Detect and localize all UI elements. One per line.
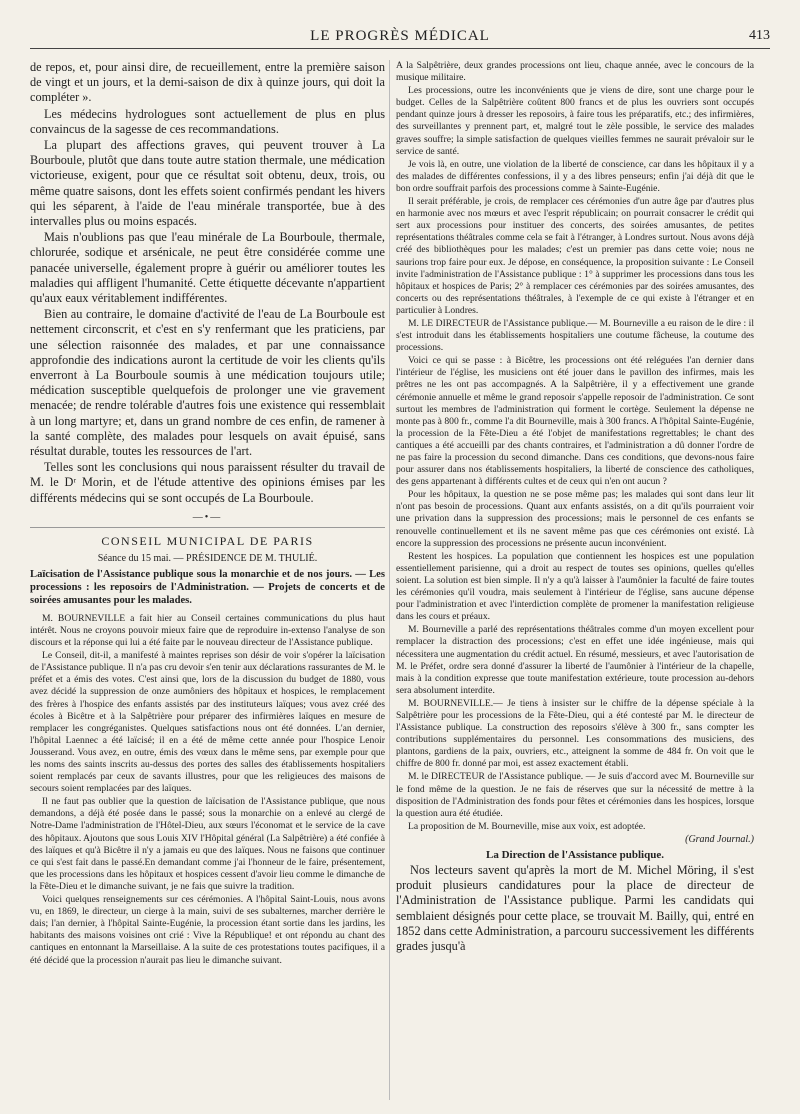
paragraph: M. BOURNEVILLE a fait hier au Conseil certaines communications du plus haut intérêt. Nous ne croyons pouvoir mieux faire que de reproduire in-extenso l'analyse de son discours et la réponse qui lui a été faite par le nouveau directeur de l'Assistance publique. xyxy=(30,612,385,649)
paragraph: M. LE DIRECTEUR de l'Assistance publique.— M. Bourneville a eu raison de le dire : il s'est introduit dans les établissements hospitaliers une coutume fâcheuse, la coutume des processions. xyxy=(396,317,754,354)
paragraph: A la Salpêtrière, deux grandes processions ont lieu, chaque année, avec le concours de la musique militaire. xyxy=(396,60,754,84)
journal-title: LE PROGRÈS MÉDICAL xyxy=(310,28,490,44)
paragraph: Il ne faut pas oublier que la question de laïcisation de l'Assistance publique, que nous demandons, a déjà été posée dans le passé; sous la monarchie on a enlevé au clergé de Notre-Dame l'administration de l'Hôtel-Dieu, aux sœurs l'économat et le service de la cave des hôpitaux. Ajoutons que sous Louis XIV l'Hôpital général (La Salpêtrière) a été confiée à des laïques et qu'à Bicêtre il n'y a jamais eu que des laïques. Nous ne faisons que continuer ce qui s'est fait dans le passé.En demandant comme j'ai l'honneur de le faire, présentement, que les processions dans les hôpitaux et hospices cessent d'avoir lieu comme le dimanche de la Fête-Dieu et le dimanche suivant, je ne fais que suivre la tradition. xyxy=(30,796,385,892)
paragraph: M. Bourneville a parlé des représentations théâtrales comme d'un moyen excellent pour remplacer la distraction des processions; c'est en effet une idée ingénieuse, mais qui nécessitera une augmentation du crédit actuel. En résumé, messieurs, et avec l'autorisation de M. le Préfet, ordre sera donné d'assurer la liberté de l'aumônier à l'intérieur de la chapelle, mais à la condition expresse que toute manifestation extérieure, toute procession au-dehors sera absolument interdite. xyxy=(396,624,754,696)
paragraph: Voici ce qui se passe : à Bicêtre, les processions ont été reléguées l'an dernier dans l'intérieur de l'église, les musiciens ont été jouer dans le pavillon des infirmes, mais les prêtres ne les ont pas accompagnés. A la Salpêtrière, il y a effectivement une grande cérémonie annuelle et même le grand reposoir s'appelle reposoir de l'administration. Ce sont surtout les membres de l'administration qui forment le cortège. Seulement la dépense ne monte pas à 800 fr., comme l'a dit Bourneville, mais à 300 francs. A l'hôpital Sainte-Eugénie, la procession de la Fête-Dieu a été l'objet de manifestations regrettables; le chant des cantiques a été accueilli par des chants contraires, et l'administration a dû donner l'ordre de ne pas faire la procession du second dimanche. Dans ces conditions, que devons-nous faire pour assurer dans nos établissements hospitaliers, la liberté de conscience des catholiques, des gens appartenant à différents cultes et de ceux qui n'en ont aucun ? xyxy=(396,355,754,488)
conseil-article-continued xyxy=(396,60,754,833)
paragraph: Le Conseil, dit-il, a manifesté à maintes reprises son désir de voir s'opérer la laïcisation de l'Assistance publique. Il n'a pas cru devoir s'en tenir aux déclarations rassurantes de M. le préfet et a émis des votes. C'est ainsi que, lors de la discussion du budget de 1880, vous avez décidé la suppression de onze aumôniers des hôpitaux et hospices, le remplacement des frères à l'hospice des enfants assistés par des instituteurs laïques; vous avez créé des écoles à Bicêtre et à la Salpêtrière pour préparer des infirmières laïques en mesure de remplacer les congréganistes. Quelques satisfactions nous ont été données. L'an dernier, l'hôpital Laennec a été laïcisé; il en a été de même cette année pour l'hospice Lenoir Jousserand. Vous avez, en outre, émis des vœux dans le même sens, par exemple pour que les noms des saints inscrits au-dessus des portes des salles des établissements hospitaliers soient remplacés par ceux de savants illustres, pour que les religieuces des maisons de secours soient remplacées par des laïques. xyxy=(30,650,385,795)
paragraph: Je vois là, en outre, une violation de la liberté de conscience, car dans les hôpitaux il y a des malades de différentes confessions, il y a des libres penseurs; enfin j'ai déjà dit que le bon ordre souffrait parfois des processions comme à Sainte-Eugénie. xyxy=(396,158,754,194)
paragraph: Bien au contraire, le domaine d'activité de l'eau de La Bourboule est nettement circonscrit, et c'est en s'y renfermant que les praticiens, par une sélection raisonnée des malades, et par une connaissance approfondie des indications auront la certitude de voir les clients qu'ils enverront à La Bourboule soumis à une médication toujours utile; médication susceptible quelquefois de prolonger une vie gravement menacée; de rendre tolérable d'autres fois une existence qui ressemblait à un long martyre; et, dans un grand nombre de ces enfin, de ramener à la santé complète, des malades pour lesquels on avait épuisé, sans résultat durable, toutes les ressources de l'art. xyxy=(30,307,385,459)
separator: —•— xyxy=(192,511,223,523)
source-signature: (Grand Journal.) xyxy=(685,833,754,845)
section-title: CONSEIL MUNICIPAL DE PARIS xyxy=(30,527,385,549)
paragraph: M. BOURNEVILLE.— Je tiens à insister sur le chiffre de la dépense spéciale à la Salpêtrière pour les processions de la Fête-Dieu, qui a été contesté par M. le directeur de l'Assistance publique. La construction des reposoirs s'élève à 300 fr., sans compter les contributions supplémentaires du personnel. Les consommations des musiciens, des plantons, gardiens de la paix, ouvriers, etc., atteignent la somme de 484 fr. On voit que le chiffre de 800 fr. donné par moi, est assez exactement établi. xyxy=(396,697,754,770)
left-column xyxy=(30,60,385,968)
direction-article xyxy=(396,863,754,954)
paragraph: Les processions, outre les inconvénients que je viens de dire, sont une charge pour le budget. Celles de la Salpêtrière coûtent 800 francs et de plus les ouvriers sont occupés pendant quinze jours à dresser les reposoirs, à faire tous les préparatifs, etc.; des infirmières, des surveillantes y prennent part, et, malgré tout le zèle possible, le service des malades graves souffre; la simple satisfaction de quelques vieilles femmes ne saurait prévaloir sur le service de santé. xyxy=(396,85,754,157)
column-divider xyxy=(389,60,390,1100)
page-number: 413 xyxy=(749,28,770,43)
paragraph: La plupart des affections graves, qui peuvent trouver à La Bourboule, plutôt que dans toute autre station thermale, une médication victorieuse, exigent, pour que ce résultat soit obtenu, deux, trois, ou même quatre saisons, dont les effets soient confirmés pendant les hivers qui les séparent, à l'aide de l'eau minérale transportée, bue à des intervalles plus ou moins espacés. xyxy=(30,138,385,229)
paragraph: Voici quelques renseignements sur ces cérémonies. A l'hôpital Saint-Louis, nous avons vu, en 1869, le directeur, un cierge à la main, suivi de ses subalternes, marcher derrière le dais; l'an dernier, à l'hôpital Sainte-Eugénie, la procession étant sortie dans les jardins, les habitants des maisons voisines ont crié : Vive la République! et ont répondu au chant des cantiques en entonnant la Marseillaise. A la suite de ces protestations toutes pacifiques, il a été décidé que la procession n'aurait pas lieu le dimanche suivant. xyxy=(30,894,385,966)
paragraph: La proposition de M. Bourneville, mise aux voix, est adoptée. xyxy=(408,820,646,832)
paragraph: Il serait préférable, je crois, de remplacer ces cérémonies d'un autre âge par d'autres plus en harmonie avec nos mœurs et avec l'esprit républicain; on pourrait consacrer le crédit qui sert aux processions pour instituer des concerts, des soirées amusantes, de petites représentations théâtrales comme cela se fait à l'étranger, à Londres surtout. Nous avons déjà créé des bibliothèques pour les malades; c'est un premier pas dans cette voie; nous ne saurions trop faire pour eux. Je dépose, en conséquence, la proposition suivante : Le Conseil invite l'administration de l'Assistance publique : 1° à supprimer les processions dans tous les hôpitaux et hospices de Paris; 2° à remplacer ces cérémonies par des soirées amusantes, des concerts ou des représentations théâtrales, à l'exemple de ce qui existe à l'étranger et en particulier à Londres. xyxy=(396,196,754,316)
paragraph: M. le DIRECTEUR de l'Assistance publique. — Je suis d'accord avec M. Bourneville sur le fond même de la question. Je ne fais de réserves que sur la nécessité de mettre à la disposition de l'Administration des fonds pour fêtes et cérémonies dans les hospices, lorsque la question aura été étudiée. xyxy=(396,771,754,819)
seance-line: Séance du 15 mai. — PRÉSIDENCE DE M. THULIÉ. xyxy=(97,552,318,564)
paragraph: Telles sont les conclusions qui nous paraissent résulter du travail de M. le Dʳ Morin, et de l'étude attentive des opinions émises par les différents médecins qui se sont occupés de La Bourboule. xyxy=(30,460,385,505)
article-subhead: La Direction de l'Assistance publique. xyxy=(486,848,664,861)
article-headline: Laïcisation de l'Assistance publique sous la monarchie et de nos jours. — Les processions : les reposoirs de l'Administration. — Projets de concerts et de soirées amusantes pour les malades. xyxy=(30,568,385,606)
conseil-article xyxy=(30,613,385,967)
paragraph: Pour les hôpitaux, la question ne se pose même pas; les malades qui sont dans leur lit n'ont pas besoin de processions. Quant aux enfants assistés, on a dit qu'ils pourraient voir une privation dans la suppression des processions; mais le personnel de ces enfants se renouvelle continuellement et ils ne savent même pas que ces cérémonies ont existé. Là encore la suppression des processions ne présente aucun inconvénient. xyxy=(396,489,754,549)
paragraph: Les médecins hydrologues sont actuellement de plus en plus convaincus de la sagesse de ces recommandations. xyxy=(30,106,385,136)
paragraph: Restent les hospices. La population que contiennent les hospices est une population essentiellement parisienne, qui a droit au respect de toutes ses opinions, quelles qu'elles soient. La solution est bien simple. Il n'y a qu'à laisser à l'aumônier la faculté de faire toutes les cérémonies qu'il voudra, mais seulement à l'intérieur de l'église, sans aucune dépense pour l'administration et avec l'interdiction complète de promener la manifestation religieuse dans les cours et préaux. xyxy=(396,550,754,623)
paragraph: de repos, et, pour ainsi dire, de recueillement, entre la première saison de vingt et un jours, et la demi-saison de dix à quinze jours, qui doit la compléter ». xyxy=(30,60,385,105)
page-header xyxy=(30,26,770,49)
bourboule-article xyxy=(30,60,385,506)
right-column xyxy=(396,60,754,954)
paragraph: Mais n'oublions pas que l'eau minérale de La Bourboule, thermale, chlorurée, sodique et arsénicale, ne peut être considérée comme une panacée universelle, également propre à guérir ou améliorer toutes les maladies qui affligent l'humanité. Cette étiquette décevante n'appartient qu'aux eaux véritablement indifférentes. xyxy=(30,230,385,306)
paragraph: Nos lecteurs savent qu'après la mort de M. Michel Möring, il s'est produit plusieurs candidatures pour la place de directeur de l'Administration de l'Assistance publique. Parmi les candidats qui semblaient désignés pour cette place, se trouvait M. Bailly, qui, entré en 1852 dans cette Administration, a parcouru successivement les différents grades jusqu'à xyxy=(396,862,754,953)
